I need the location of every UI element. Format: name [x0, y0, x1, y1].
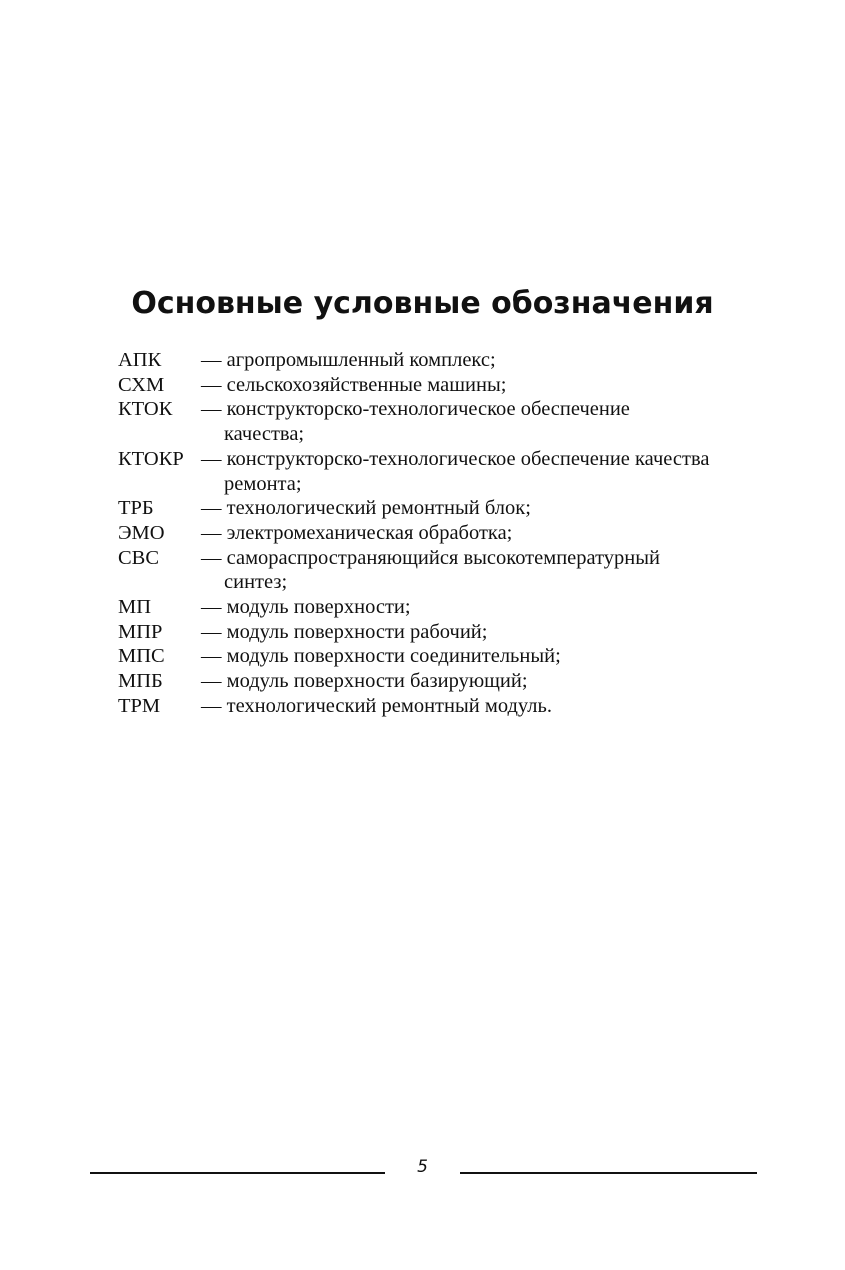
abbreviation-row [118, 397, 768, 446]
abbreviation-row [118, 694, 768, 719]
abbreviation-term: МП [118, 596, 152, 619]
abbreviation-row [118, 620, 768, 645]
abbreviation-term: МПР [118, 620, 163, 643]
abbreviation-definition: — конструкторско-технологическое обеспечение качества ремонта; [201, 447, 710, 495]
abbreviation-definition: — конструкторско-технологическое обеспечение качества; [201, 398, 630, 446]
abbreviation-term: КТОКР [118, 447, 184, 470]
abbreviation-row [118, 546, 768, 595]
abbreviation-list [118, 348, 768, 719]
abbreviation-term: КТОК [118, 398, 173, 421]
abbreviation-definition: — модуль поверхности соединительный; [201, 645, 561, 668]
abbreviation-definition: — модуль поверхности базирующий; [201, 670, 528, 693]
abbreviation-row [118, 595, 768, 620]
abbreviation-term: СВС [118, 546, 160, 569]
abbreviation-term: АПК [118, 349, 162, 371]
abbreviation-definition: — технологический ремонтный блок; [201, 497, 531, 520]
page-title: Основные условные обозначения [131, 286, 714, 321]
abbreviation-term: ЭМО [118, 521, 165, 544]
footer-rule-left [90, 1172, 385, 1174]
page-number: 5 [417, 1157, 428, 1177]
abbreviation-definition: — самораспространяющийся высокотемпературный синтез; [201, 546, 660, 594]
abbreviation-definition: — модуль поверхности; [201, 596, 411, 619]
abbreviation-term: ТРМ [118, 694, 161, 717]
abbreviation-row [118, 373, 768, 398]
abbreviation-row [118, 644, 768, 669]
abbreviation-term: МПБ [118, 670, 163, 693]
abbreviation-row [118, 669, 768, 694]
abbreviation-definition: — сельскохозяйственные машины; [201, 373, 507, 396]
abbreviation-row [118, 348, 768, 373]
abbreviation-row [118, 496, 768, 521]
abbreviation-definition: — технологический ремонтный модуль. [201, 694, 552, 717]
abbreviation-term: СХМ [118, 373, 165, 396]
footer-rule-right [460, 1172, 757, 1174]
abbreviation-definition: — модуль поверхности рабочий; [201, 620, 488, 643]
abbreviation-term: ТРБ [118, 497, 154, 520]
abbreviation-term: МПС [118, 645, 165, 668]
abbreviation-row [118, 447, 768, 496]
abbreviation-definition: — электромеханическая обработка; [201, 521, 513, 544]
page-footer [0, 1155, 845, 1185]
abbreviation-row [118, 521, 768, 546]
abbreviation-definition: — агропромышленный комплекс; [201, 349, 496, 371]
